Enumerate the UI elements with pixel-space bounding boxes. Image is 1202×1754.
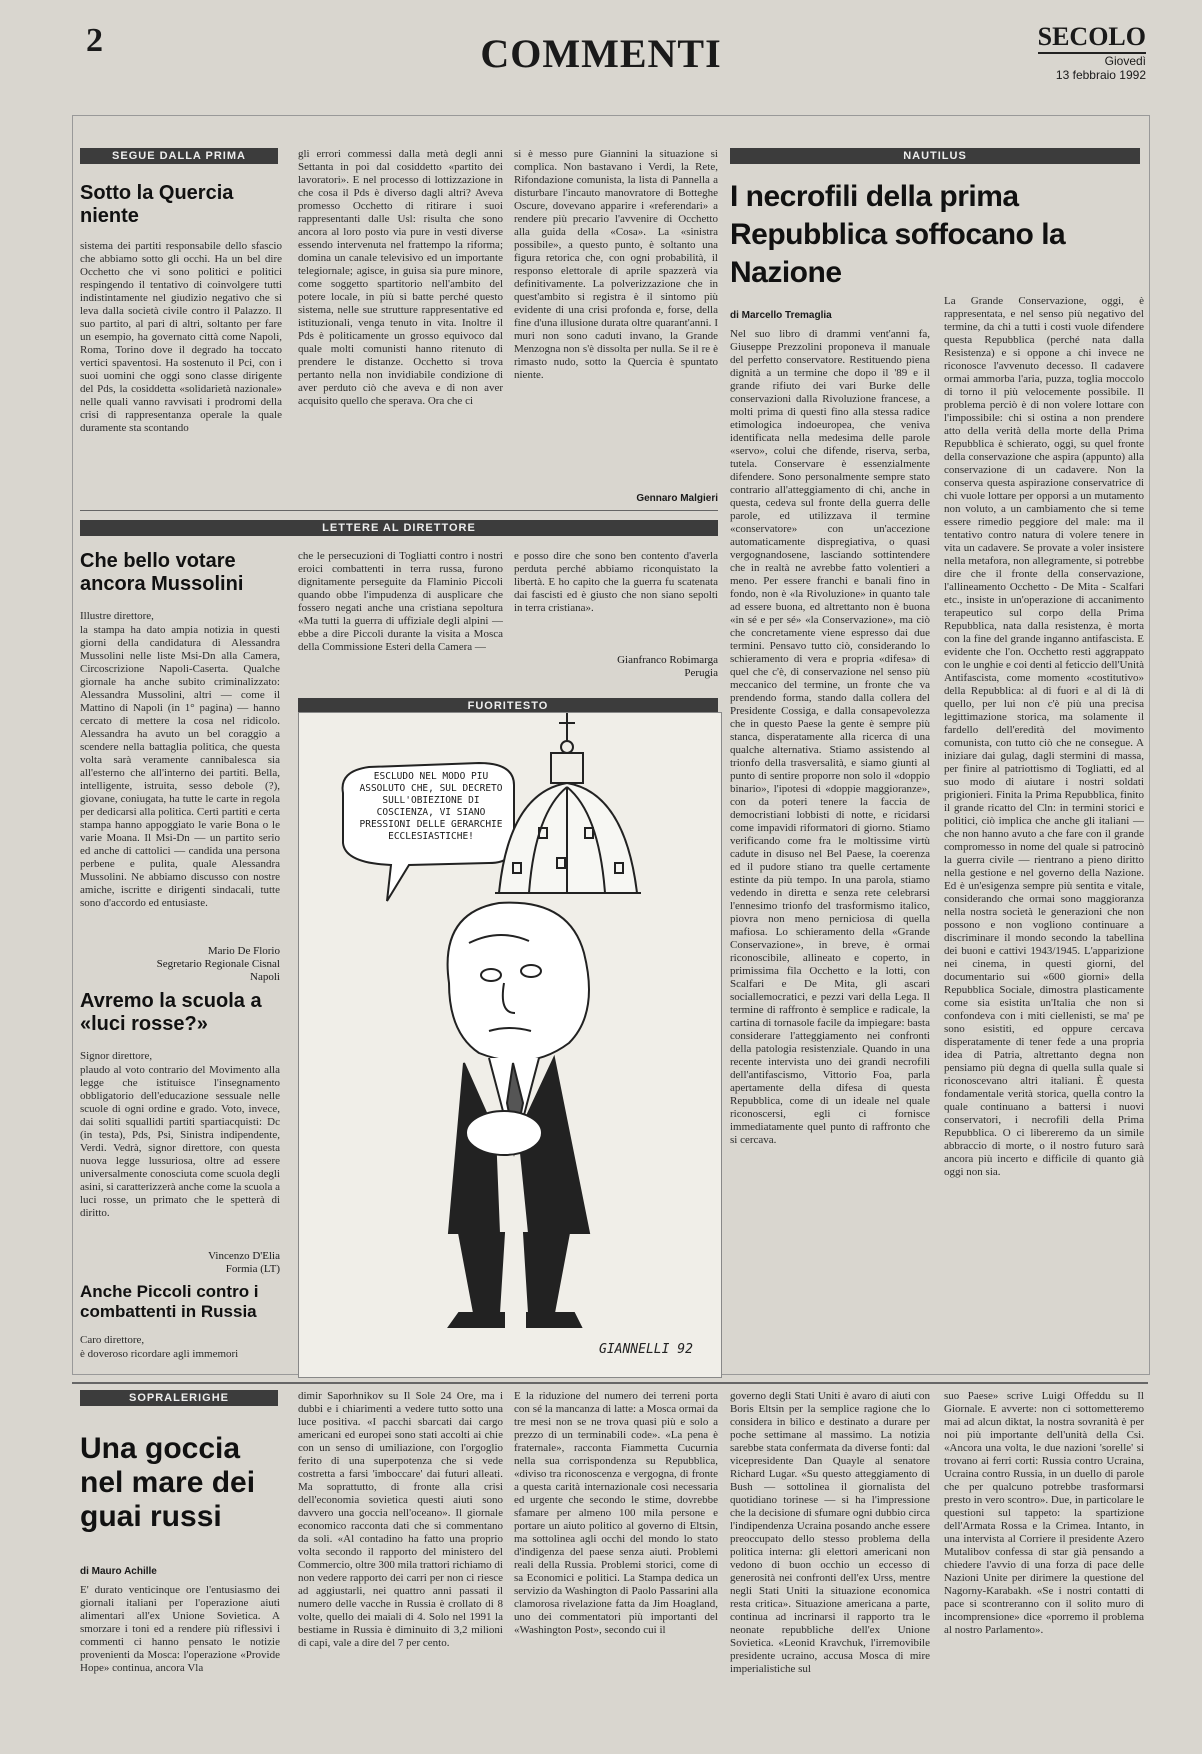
piccoli-headline: Anche Piccoli contro i combattenti in Russia [80,1282,259,1321]
nautilus-col1: Nel suo libro di drammi vent'anni fa, Giuseppe Prezzolini proponeva il manuale del perfetto conservatore. Restituendo piena dignità a un termine che dopo il '89 e il grande rifiuto dei vari Burke delle conservazioni dalla Rivoluzione francese, a molti prima di questi fino alla stessa radice etimologica indoeuropea, che veniva identificata nella medesima delle parole «servo», colui che difende, riserva, serba, tutela. Conservare è essenzialmente difendere. Sono personalmente sempre stato contrario all'atteggiamento di chi, anche in questa, cedeva sul fronte della guerra delle parole, ed utilizzava il termine «conservatore» con un'accezione automaticamente dispregiativa, o quasi vergognandosene, lasciando sottintendere che in realtà ne avrebbe fatto volentieri a meno. Per essere franchi e banali fino in fondo, non è «la Rivoluzione» in quanto tale ad essere buona, ed altrettanto non è buona «in sé e per sé» «la Conservazione», ma ciò che concretamente viene espresso dai due termini. Pensavo tutto ciò, considerando lo schieramento di vera e propria «difesa» di quel che c'è, di conservazione nel senso più meccanico del termine, un fronte che va prendendo forma, stando dalla collera del Presidente Cossiga, e dalla consapevolezza che in questo Paese la gente è sempre più stanca, disperatamente alla ricerca di una qualche alternativa. Stiamo assistendo al trionfo della trasversalità, e siamo giunti al punto di sentire proporre non solo il «doppio binario», l'ipotesi di «doppie maggioranze», con da poteri tenere la faccia de democristiani lobbisti di notte, e ricidarsi come impavidi riformatori di giorno. Stiamo verificando come fra le moltissime virtù cadute in disuso nel Bel Paese, la coerenza ed il pudore stiano tra quelle certamente estinte da più tempo. In una parola, stiamo vedendo in diretta e senza rete celebrarsi l'ennesimo trionfo del trasformismo italico, piovra non meno perniciosa di quella mafiosa. Lo schieramento della «Grande Conservazione», in breve, è ormai riconoscibile, allineato e coperto, in primissima fila Occhetto e la lotti, con Scalfari e De Mita, gli ascari sociallemocratici, e pezzi vari della Lega. Il termine di raffronto è semplice e radicale, la cartina di tornasole facile da impiegare: basta considerare l'atteggiamento nei confronti della patologia resistenziale. Quando in una recente intervista uno dei grandi necrofili dell'antifascismo, Vittorio Foa, parla apertamente della difesa di questa Repubblica, come di un ideale nel quale riconoscersi, egli ci fornisce immediatamente quel punto di raffronto che si cercava. [730,328,930,1146]
letters-band: LETTERE AL DIRETTORE [80,520,718,536]
dome-icon [495,713,641,893]
section-title: COMMENTI [480,31,722,76]
nautilus-byline: di Marcello Tremaglia [730,310,832,321]
segue-col3: si è messo pure Giannini la situazione si complica. Non bastavano i Verdi, la Rete, Rifondazione comunista, la lista di Pannella a disturbare l'incauto manovratore di Botteghe Oscure, dovevano apparire i «referendari» a rendere più precario l'avvenire di Occhetto alla guida della «Cosa». La «sinistra possibile», a questo punto, è soltanto una figura retorica che, con ogni probabilità, il responso elettorale di aprile spazzerà via definitivamente. La polverizzazione che in quest'ambito si registra è il sintomo più evidente di una crisi profonda e, forse, della fine d'una illusione durata oltre quarant'anni. I muri non sono caduti invano, la Grande Menzogna non s'è dissolta per nulla. Se il re è rimasto nudo, sotto la Quercia è spuntato niente. [514,148,718,381]
sopralerighe-col3: E la riduzione del numero dei terreni porta con sé la mancanza di latte: a Mosca ormai da tre mesi non se ne trova quasi più e solo a prezzo di un terminabili code». «La pena è fraternale», racconta Fiammetta Cucurnia nella sua corrispondenza su Repubblica, «diviso tra riconoscenza e vergogna, di fronte a questa carità internazionale così necessaria ed urgente che secondo le stime, dovrebbe sfamare per almeno 100 mila persone e portare un aiuto politico al governo di Eltsin, ma sottolinea agli occhi del mondo lo stato d'indigenza del paese senza aiuti. Problemi reali della Russia. Problemi storici, come di sa Economici e politici. La Stampa dedica un servizio da Washington di Paolo Passarini alla clamorosa rivelazione fatta da Jim Hoagland, uno dei commentatori più importanti del «Washington Post», secondo cui il [514,1390,718,1636]
head [448,903,589,1061]
segue-col2: gli errori commessi dalla metà degli anni Settanta in poi dal cosiddetto «partito dei lavoratori». E nel processo di lottizzazione in che cosa il Pds è diverso dagli altri? Aveva promesso Occhetto di ritirare i suoi rappresentanti dalle Usl: risulta che sono ancora al loro posto via pure in vesti diverse essendo intervenuta nel frattempo la riforma; domina un canale televisivo ed un importante telegiornale; agisce, in guisa sia pure minore, come soggetto spartitorio nell'ambito del potere locale, in più si batte perché questo sistema, nelle sue strutture rappresentative ed istituzionali, venga tenuto in vita. Inoltre il Pds è politicamente un grosso equivoco dal quale molti comunisti hanno ritenuto di prendere le distanze. Occhetto si trova pertanto nella non invidiabile condizione di aver perduto ciò che aveva e di non aver acquisito quello che sperava. Ora che ci [298,148,503,407]
divider [80,510,718,511]
politician-figure [448,903,589,1327]
sopralerighe-col1: E' durato venticinque ore l'entusiasmo dei giornali italiani per l'operazione aiuti alimentari all'ex Unione Sovietica. A smorzare i toni ed a rendere più riflessivi i commenti ci hanno pensato le notizie provenienti da Mosca: l'operazione «Provide Hope» continua, ancora Vla [80,1584,280,1674]
mussolini-headline: Che bello votare ancora Mussolini [80,550,244,595]
segue-band: SEGUE DALLA PRIMA [80,148,278,164]
mussolini-sig-name: Mario De Florio [207,945,280,957]
piccoli-continued-col2: che le persecuzioni di Togliatti contro i nostri eroici combattenti in terra russa, furono dignitamente perseguite da Flaminio Piccoli quando obbe l'impudenza di ausplicare che fossero negati anche una cristiana sepoltura «Ma tutti la guerra di uffiziale degli alpini — ebbe a dire Piccoli durante la visita a Mosca della Commissione Esteri della Camera — [298,550,503,653]
scuola-salutation: Signor direttore, [80,1050,153,1062]
mussolini-sig-city: Napoli [250,971,280,983]
nautilus-headline: I necrofili della prima Repubblica soffocano la Nazione [730,180,1066,289]
section-divider [72,1382,1148,1384]
segue-signature: Gennaro Malgieri [636,493,718,504]
segue-col1: sistema dei partiti responsabile dello sfascio che abbiamo sotto gli occhi. Ha un bel dire Occhetto che vi sono politici e politici respingendo il tentativo di coinvolgere tutti indistintamente nel giudizio negativo che si leva dalla società civile contro il Palazzo. Il suo partito, al pari di altri, soltanto per fare un esempio, ha governato città come Napoli, Roma, Torino dove il degrado ha toccato vertici spaventosi. Ha sostenuto il Pci, con i suoi uomini che oggi sono classe dirigente del Pds, la cosiddetta «solidarietà nazionale» nelle quali vanno ravvisati i prodromi della crisi di rappresentanza operale la quale duramente sta scontando [80,240,282,434]
piccoli-salutation: Caro direttore, [80,1334,145,1346]
nautilus-band: NAUTILUS [730,148,1140,164]
masthead-day: Giovedì [1104,54,1146,68]
artist-signature: GIANNELLI 92 [599,1342,693,1357]
nautilus-col2: La Grande Conservazione, oggi, è rappresentata, e nel senso più negativo del termine, da chi a tutti i costi vuole difendere questa Repubblica (perché nata dalla Resistenza) e si oppone a chi invece ne riconosce l'avvenuto decesso. Il cadavere ormai ammorba l'aria, puzza, toglia moccolo di torno il più velocemente possibile. Il problema perciò è di non volere lottare con l'impossibile: chi si ostina a non prendere atto della verità della morte della Prima Repubblica è schierato, oggi, su quel fronte della conservazione che aspira (appunto) alla conservazione di un cadavere. Non la conserva questa aspirazione conservatrice di chi vuole lottare per opporsi a un mutamento non voluto, a un cambiamento che si teme essere rimedio peggiore del male: ma il tentativo contro natura di volere tenere in vita un cadavere. Se provate a voler insistere nella metafora, non allegramente, si potrebbe dire che il fronte della conservazione, l'allineamento Occhetto - De Mita - Scalfari etc., insiste in un'operazione di accanimento terapeutico sul corpo della Prima Repubblica, nata dalla resistenza, è morta con la fine del grande inganno antifascista. E evidente che l'on. Occhetto resti aggrappato con le unghie e coi denti al feticcio dell'Unità Antifascista, come momento «costitutivo» della Repubblica: al di fuori e al di là di quello, per lui non c'è più una precisa legittimazione storica, ma solamente il fardello dell'eredità del movimento comunista, con tutto ciò che ne consegue. A iniziare dai gulag, dagli stermini di massa, per finire al patriottismo di Togliatti, ed al suo modo di aiutare i nostri soldati prigionieri. Finita la Prima Repubblica, finito il grande ricatto del Cln: in termini storici e politici, ciò implica che anche gli italiani — che non hanno avuto a che fare con il grande compromesso in nome del quale si patrocinò la guerra civile — rientrano a pieno diritto nella gestione e nel governo della Nazione. Ed è un'esigenza sempre più sentita e vitale, considerando che ormai sono maggioranza nella nostra società le generazioni che non possono e non vogliono continuare a discriminare il mondo secondo la tabellina dei buoni e cattivi 1943/1945. L'apparizione nei cinema, in questi giorni, del documentario sui «600 giorni» della Repubblica Sociale, dimostra plasticamente come sia esistita un'Italia che non si confondeva con i miti ciellenisti, se ma' pe sono esistiti, ed oppure cercava disperatamente di tener fede a una propria idea di Patria, altrettanto degna non pensiamo più degna di quella sulla quale si riconoscevano altri italiani. È questa fondamentale verità storica, quella contro la quale continuano a battersi i nuovi conservatori, i necrofili della Prima Repubblica. O ci libereremo da un simile abbraccio di morte, o il nostro futuro sarà ancora più incerto e difficile di quanto già oggi non sia. [944,295,1144,1178]
scuola-sig-city: Formia (LT) [225,1263,280,1275]
sopralerighe-col5: suo Paese» scrive Luigi Offeddu su Il Giornale. E avverte: non ci sottometteremo mai ad alcun diktat, la nostra sovranità è per noi più importante dell'unità della Csi. «Ancora una volta, le due nazioni 'sorelle' si trovano ai ferri corti: Russia contro Ucraina, Ucraina contro Russia, in un duello di parole che per qualcuno potrebbe trasformarsi presto in vero scontro». Due, in particolare le questioni sul tappeto: la spartizione dell'Armata Rossa e la Crimea. Intanto, in una intervista al Corriere il presidente Azero Mutalibov confessa di star già pensando a chiedere l'avvio di una forza di pace delle Nazioni Unite per dirimere la questione del Nagorny-Karabakh. «Se i nostri contatti di pace si scontreranno con il solito muro di incomprensione» dice «porremo il problema al nostro Parlamento». [944,1390,1144,1636]
sopralerighe-byline: di Mauro Achille [80,1566,157,1577]
scuola-headline: Avremo la scuola a «luci rosse?» [80,990,262,1035]
masthead [1038,22,1146,82]
sopralerighe-headline: Una goccia nel mare dei guai russi [80,1432,256,1533]
segue-headline: Sotto la Quercia niente [80,182,234,227]
sopralerighe-col2: dimir Saporhnikov su Il Sole 24 Ore, ma i dubbi e i chiarimenti a vedere tutto sotto una luce positiva. «I pacchi sbarcati dai cargo americani ed europei sono stati accolti ai chie con un senso di umiliazione, con l'orgoglio ferito di una superpotenza che si vede costretta a farsi 'imboccare' dai futuri alleati. Ma soprattutto, di fronte alla crisi dell'economia sovietica questi aiuti sono davvero una goccia nell'oceano». Il giornale economico racconta dati che si commentano da soli. «Al contadino ha fatto una proprio volta secondo il rapporto del ministero del Commercio, oltre 300 mila trattori richiamo di non vedere rapporto dei carri per non ci riesce ad aggiustarli, nei quattro anni passati il numero delle vacche in Russia è crollato di 8 volte, quello dei maiali di 4. Solo nel 1991 la bestiame in Russia è diminuito di 3,2 milioni di capi, vale a dire del 7 per cento. [298,1390,503,1649]
fuoritesto-band: FUORITESTO [298,698,718,714]
mussolini-salutation: Illustre direttore, [80,610,154,622]
piccoli-body: è doveroso ricordare agli immemori [80,1348,239,1360]
sopralerighe-col4: governo degli Stati Uniti è avaro di aiuti con Boris Eltsin per la semplice ragione che lo considera in bilico e destinato a durare per poche settimane al massimo. La notizia sarebbe stata confermata da diverse fonti: dal vicepresidente Dan Quayle al senatore Richard Lugar. «Su questo atteggiamento di Bush — sottolinea il giornalista del quotidiano torinese — si ha l'impressione che la decisione di sfumare ogni dubbio circa l'indipendenza Ucraina posando anche essere preoccupato dello stesso problema della politica interna: gli elettori americani non vedono di buon occhio un eccesso di generosità nei confronti dell'ex Urss, mentre negli Stati Uniti la situazione economica resta critica». Situazione americana a parte, continua ad incrinarsi il rapporto tra le neonate repubbliche dell'ex Unione Sovietica. «Leonid Kravchuk, l'irremovibile presidente ucraino, accusa Mosca di mire imperialistiche sul [730,1390,930,1675]
clasped-hands [466,1111,542,1155]
cartoon-illustration [299,713,721,1377]
piccoli-signature [514,654,718,680]
scuola-signature [80,1250,280,1276]
piccoli-sig-city: Perugia [684,667,718,679]
mussolini-body: la stampa ha dato ampia notizia in questi giorni della candidatura di Alessandra Mussolini nelle liste Msi-Dn alla Camera, Circoscrizione Napoli-Caserta. Qualche giornale ha anche subito criminalizzato: Alessandra Mussolini, altri — come il Mattino di Napoli (in 1° pagina) — hanno cercato di mettere la cosa nel ridicolo. Alessandra ha avuto un bel coraggio a scendere nella battaglia politica, che questa volta sarà veramente cannibalesca sia all'esterno che all'interno dei partiti. Bella, intelligente, istruita, sesso debole (?), giovane, coniugata, ha tutte le carte in regola per dedicarsi alla politica. Certi partiti e certa stampa hanno appoggiato le varie Bona o le varie Moana. Il Msi-Dn — un partito serio ed anche di cattolici — candida una persona perbene e pulita, quale Alessandra Mussolini. Ne abbiamo discusso con nostre amiche, iscritte e dirigenti sindacali, tutte sono d'accordo ed entusiaste. [80,624,280,909]
page-number: 2 [86,22,103,59]
mussolini-sig-role: Segretario Regionale Cisnal [156,958,280,970]
piccoli-sig-name: Gianfranco Robimarga [617,654,718,666]
masthead-date: 13 febbraio 1992 [1055,68,1146,82]
scuola-sig-name: Vincenzo D'Elia [208,1250,280,1262]
mussolini-signature [80,945,280,984]
scuola-body: plaudo al voto contrario del Movimento alla legge che istituisce l'insegnamento obbligatorio dell'educazione sessuale nelle scuole di ogni ordine e grado. Voto, invece, dai soliti squallidi partiti spartiacquisti: Dc (in testa), Pds, Psi, Sinistra indipendente, Verdi. Vedrà, signor direttore, con questa nuova legge lussuriosa, oltre ad essere universalmente conosciuta come scuola degli asini, si caratterizzerà anche come la scuola a luci rosse, un primato che le spetterà di diritto. [80,1064,280,1219]
balloon-text: ESCLUDO NEL MODO PIÙ ASSOLUTO CHE, SUL DECRETO SULL'OBIEZIONE DI COSCIENZA, VI SIANO PRESSIONI DELLE GERARCHIE ECCLESIASTICHE! [359,771,503,842]
masthead-logo: SECOLO [1038,22,1146,54]
piccoli-continued-col3: e posso dire che sono ben contento d'averla perduta perché abbiamo riconquistato la libertà. E ho capito che la guerra fu scatenata dai fascisti ed è giusto che non siano sepolti in terra cristiana». [514,550,718,614]
cartoon-panel [298,712,722,1378]
sopralerighe-band: SOPRALERIGHE [80,1390,278,1406]
